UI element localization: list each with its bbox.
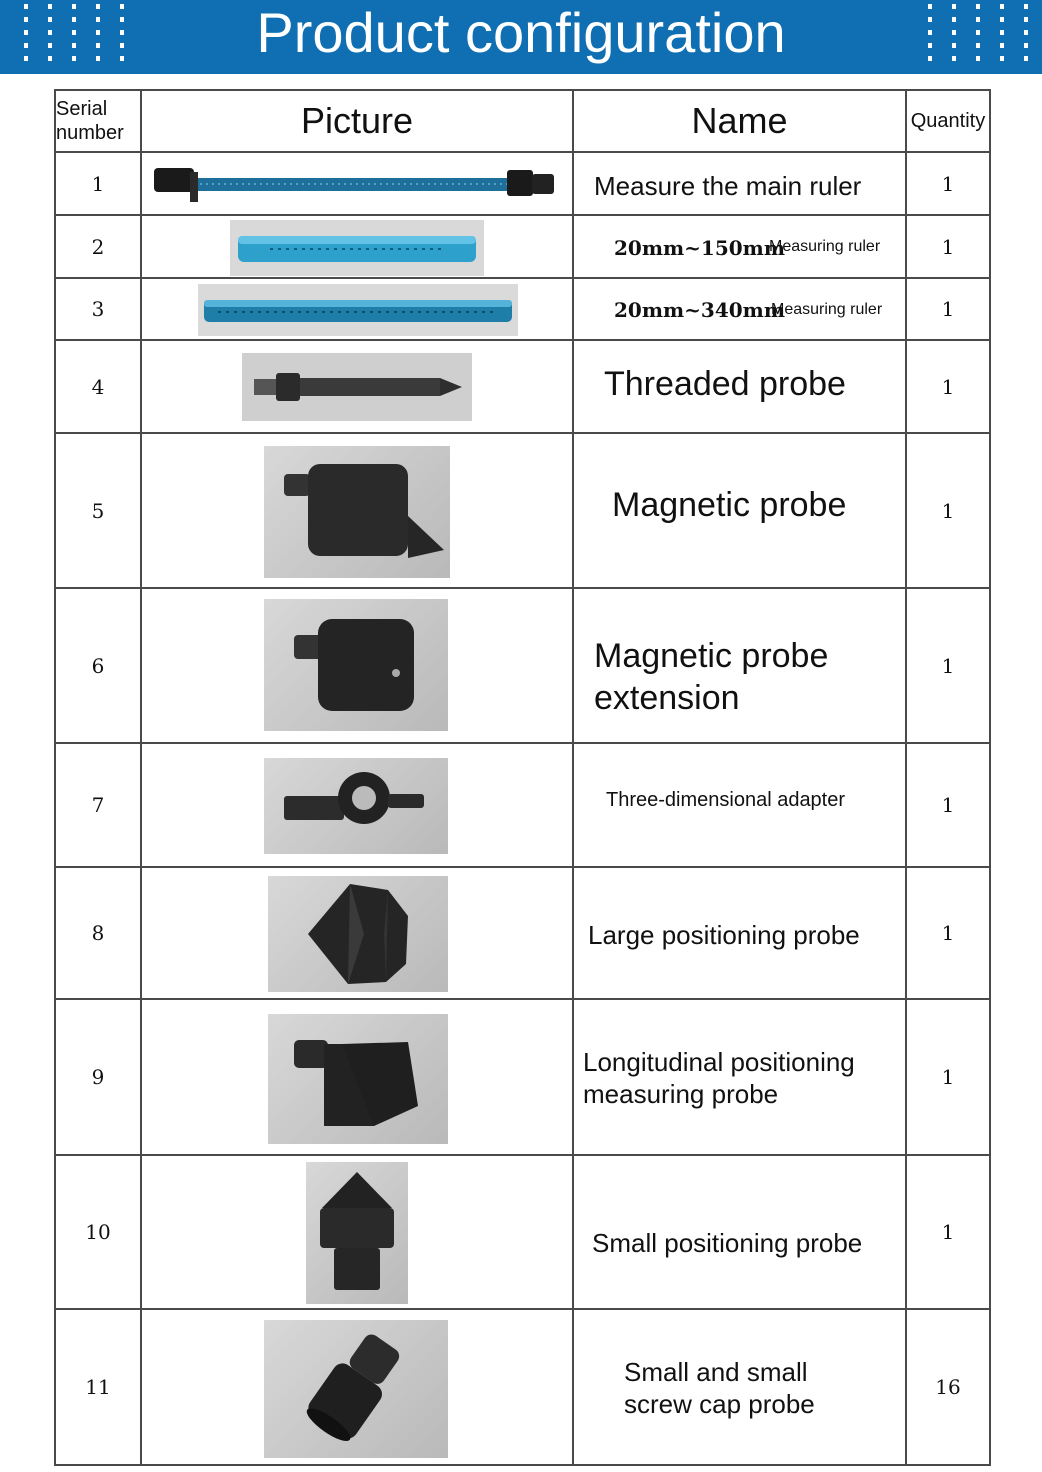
row-serial: 1 (55, 152, 141, 215)
row-quantity: 1 (906, 215, 990, 278)
product-picture-threaded-probe (141, 340, 573, 433)
product-picture-three-dimensional-adapter (141, 743, 573, 867)
item-name: Measure the main ruler (594, 171, 862, 201)
row-serial: 10 (55, 1155, 141, 1309)
row-quantity: 1 (906, 867, 990, 999)
adapter-illustration (264, 758, 448, 854)
row-serial: 8 (55, 867, 141, 999)
row-quantity: 1 (906, 999, 990, 1155)
product-picture-main-ruler (141, 152, 573, 215)
row-name (573, 340, 906, 433)
header-picture: Picture (141, 90, 573, 152)
magnetic-probe-illustration (264, 446, 450, 578)
row-quantity: 1 (906, 743, 990, 867)
screw-cap-probe-illustration (264, 1320, 448, 1458)
item-name: Small positioning probe (592, 1228, 863, 1258)
row-quantity: 1 (906, 433, 990, 588)
item-name: Measuring ruler (771, 301, 883, 318)
table-row (55, 999, 990, 1155)
row-quantity: 1 (906, 152, 990, 215)
item-name: Three-dimensional adapter (606, 789, 846, 811)
table-row (55, 1155, 990, 1309)
title-banner (0, 0, 1042, 74)
magnetic-extension-illustration (264, 599, 448, 731)
dot-pattern-right (928, 4, 1028, 70)
product-picture-ruler-150 (141, 215, 573, 278)
row-serial: 4 (55, 340, 141, 433)
row-quantity: 16 (906, 1309, 990, 1465)
ruler-range: 20mm~150mm (614, 236, 785, 260)
row-quantity: 1 (906, 340, 990, 433)
row-serial: 3 (55, 278, 141, 340)
threaded-probe-illustration (242, 353, 472, 421)
row-serial: 6 (55, 588, 141, 743)
product-picture-screw-cap-probe (141, 1309, 573, 1465)
row-serial: 2 (55, 215, 141, 278)
table-header-row (55, 90, 990, 152)
large-probe-illustration (268, 876, 448, 992)
table-row (55, 152, 990, 215)
item-name: Longitudinal positioning measuring probe (583, 1047, 855, 1109)
row-quantity: 1 (906, 1155, 990, 1309)
header-name: Name (573, 90, 906, 152)
table-row (55, 278, 990, 340)
ruler-range: 20mm~340mm (614, 298, 785, 322)
small-probe-illustration (306, 1162, 408, 1304)
product-picture-ruler-340 (141, 278, 573, 340)
row-name (573, 1309, 906, 1465)
row-name (573, 588, 906, 743)
row-serial: 9 (55, 999, 141, 1155)
table-row (55, 215, 990, 278)
ruler-340-illustration (198, 284, 518, 336)
ruler-150-illustration (230, 220, 484, 276)
table-row (55, 340, 990, 433)
product-picture-small-positioning-probe (141, 1155, 573, 1309)
longitudinal-probe-illustration (268, 1014, 448, 1144)
row-name (573, 215, 906, 278)
row-name (573, 867, 906, 999)
item-name: Measuring ruler (769, 238, 881, 255)
page-title: Product configuration (256, 1, 786, 64)
table-row (55, 867, 990, 999)
table-row (55, 1309, 990, 1465)
row-quantity: 1 (906, 278, 990, 340)
main-ruler-illustration (152, 158, 562, 210)
item-name: Magnetic probe (612, 486, 847, 524)
row-quantity: 1 (906, 588, 990, 743)
item-name: Magnetic probe extension (594, 637, 829, 717)
row-name (573, 152, 906, 215)
product-picture-magnetic-probe-extension (141, 588, 573, 743)
row-name (573, 743, 906, 867)
header-serial-number: Serial number (55, 90, 141, 152)
product-picture-longitudinal-probe (141, 999, 573, 1155)
table-row (55, 743, 990, 867)
row-serial: 11 (55, 1309, 141, 1465)
product-configuration-table (54, 89, 991, 1466)
table-row (55, 433, 990, 588)
row-name (573, 278, 906, 340)
item-name: Threaded probe (604, 365, 846, 403)
product-picture-magnetic-probe (141, 433, 573, 588)
product-picture-large-positioning-probe (141, 867, 573, 999)
item-name: Small and small screw cap probe (624, 1357, 815, 1419)
row-serial: 5 (55, 433, 141, 588)
row-name (573, 433, 906, 588)
row-name (573, 999, 906, 1155)
item-name: Large positioning probe (588, 920, 860, 950)
table-row (55, 588, 990, 743)
header-quantity: Quantity (906, 90, 990, 152)
row-serial: 7 (55, 743, 141, 867)
row-name (573, 1155, 906, 1309)
